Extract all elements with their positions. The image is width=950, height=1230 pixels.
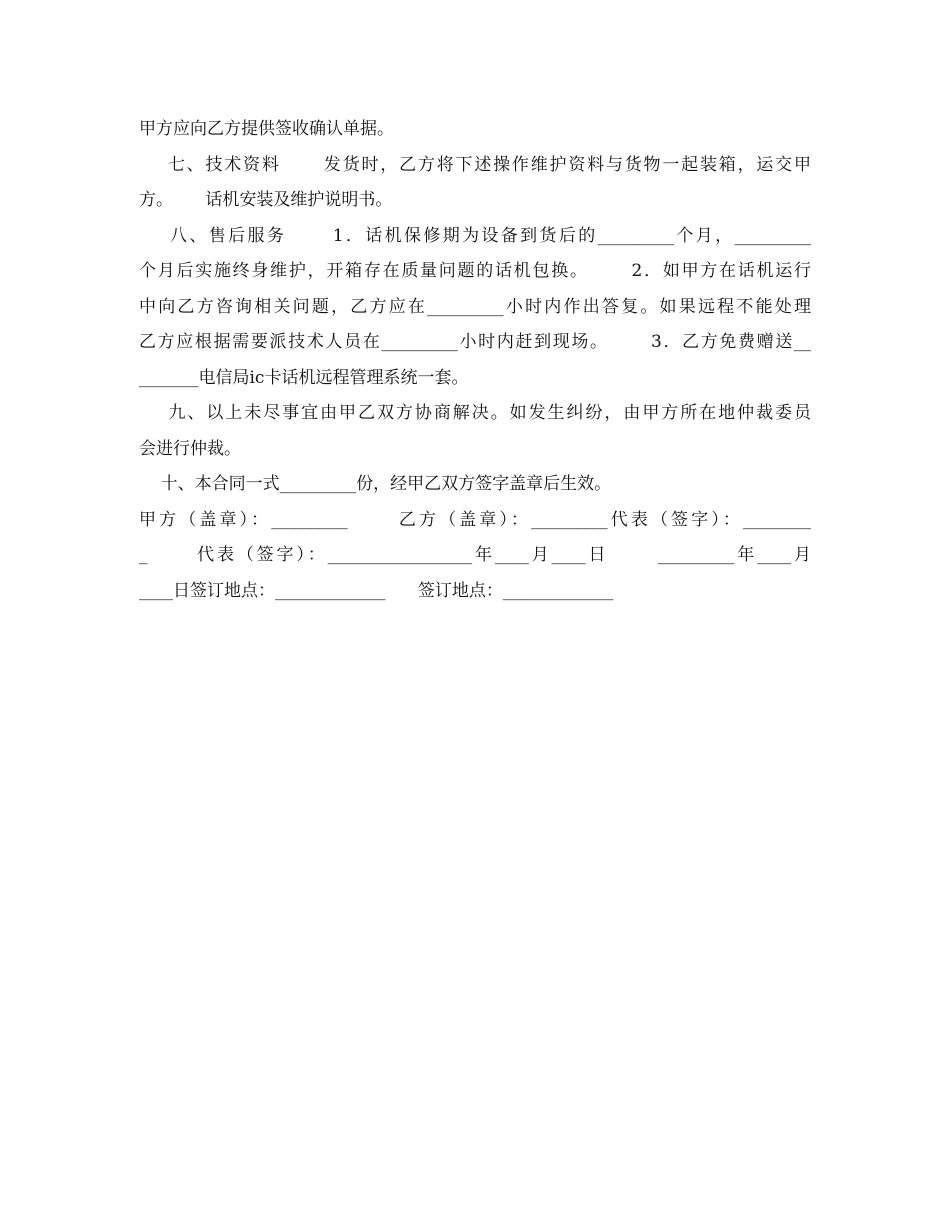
text-line: 甲方应向乙方提供签收确认单据。 (139, 119, 394, 139)
text-line: 中向乙方咨询相关问题，乙方应在_________小时内作出答复。如果远程不能处理 (139, 296, 811, 317)
text-line: 个月后实施终身维护，开箱存在质量问题的话机包换。 2．如甲方在话机运行 (139, 261, 811, 281)
text-line: 十、本合同一式_________份，经甲乙双方签字盖章后生效。 (139, 474, 612, 494)
signature-line: _ 代表（签字）：_________________年____月____日 _________年____月 (139, 545, 811, 565)
signature-line: 甲方（盖章）：_________ 乙方（盖章）：_________代表（签字）：________ (139, 509, 811, 530)
text-line: 乙方应根据需要派技术人员在_________小时内赶到现场。 3．乙方免费赠送__ (139, 332, 811, 352)
text-line: _______电信局ic卡话机远程管理系统一套。 (139, 367, 469, 388)
text-line: 九、以上未尽事宜由甲乙双方协商解决。如发生纠纷，由甲方所在地仲裁委员 (139, 403, 811, 423)
text-line: 方。 话机安装及维护说明书。 (139, 190, 393, 210)
text-line: 会进行仲裁。 (139, 438, 241, 459)
text-line: 七、技术资料 发货时，乙方将下述操作维护资料与货物一起装箱，运交甲 (139, 154, 811, 175)
text-line: 八、售后服务 1．话机保修期为设备到货后的_________个月，_________ (139, 225, 811, 246)
contract-document (139, 112, 811, 609)
signature-line: ____日签订地点：_____________ 签订地点：_____________ (139, 580, 614, 601)
